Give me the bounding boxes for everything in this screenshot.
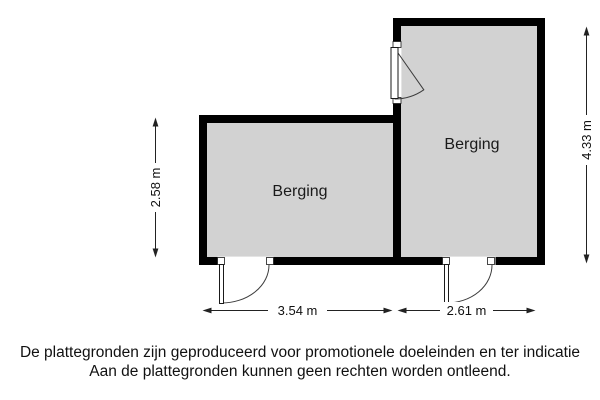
door-leaf xyxy=(220,265,224,304)
arrow-down-icon xyxy=(153,249,159,258)
door-opening-bottom-left xyxy=(218,257,274,266)
room-label-right: Berging xyxy=(444,136,500,153)
arrow-right-icon xyxy=(527,308,536,314)
dimension-bottom-left-width xyxy=(203,302,393,318)
arrow-up-icon xyxy=(153,118,159,127)
door-leaf xyxy=(445,265,449,304)
disclaimer-line-1: De plattegronden zijn geproduceerd voor promotionele doeleinden en ter indicatie xyxy=(19,344,581,361)
dimension-label-right-height: 4.33 m xyxy=(579,120,594,160)
door-jamb xyxy=(443,258,450,265)
dimension-bottom-right-width xyxy=(398,302,536,318)
dimension-left-height xyxy=(147,118,165,258)
arrow-left-icon xyxy=(398,308,407,314)
door-swing-arc xyxy=(447,265,493,303)
dimension-label-bottom-left-width: 3.54 m xyxy=(277,303,318,318)
door-bottom-right xyxy=(443,257,496,304)
dimension-right-height xyxy=(578,27,596,264)
room-label-left: Berging xyxy=(272,183,328,200)
dimension-label-left-height: 2.58 m xyxy=(148,167,163,208)
disclaimer xyxy=(0,343,600,381)
door-bottom-left xyxy=(218,257,274,304)
door-jamb xyxy=(218,258,225,265)
dimension-label-bottom-right-width: 2.61 m xyxy=(446,303,487,318)
arrow-up-icon xyxy=(584,27,590,36)
door-jamb xyxy=(393,42,401,48)
disclaimer-line-2: Aan de plattegronden kunnen geen rechten worden ontleend. xyxy=(89,363,511,380)
door-swing-arc xyxy=(222,265,270,303)
arrow-left-icon xyxy=(203,308,212,314)
arrow-right-icon xyxy=(384,308,393,314)
door-leaf xyxy=(391,48,398,99)
door-jamb xyxy=(488,258,495,265)
door-jamb xyxy=(267,258,274,265)
arrow-down-icon xyxy=(584,255,590,264)
